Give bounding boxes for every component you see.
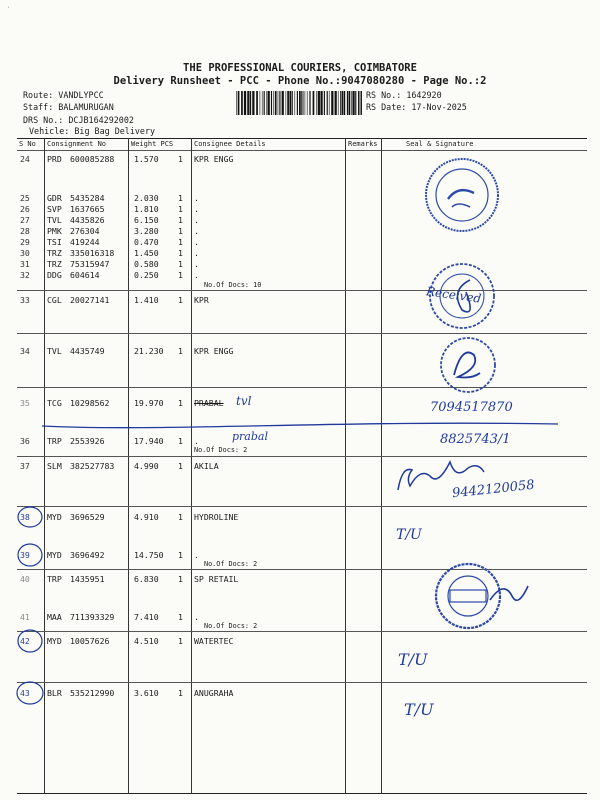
seal-stamp-icon [420,560,540,630]
row-pcs: 1 [178,248,183,258]
barcode-bar [299,91,301,115]
row-sno: 25 [20,193,30,203]
row-consignment-code: MYD [47,636,62,646]
row-consignee: . [194,550,199,560]
row-weight: 2.030 [134,193,159,203]
row-weight: 1.410 [134,295,159,305]
row-weight: 1.810 [134,204,159,214]
row-consignment-number: 604614 [70,270,100,280]
row-consignment-number: 10057626 [70,636,110,646]
barcode-bar [335,91,337,115]
row-divider [17,631,587,632]
row-weight: 4.990 [134,461,159,471]
col-header-seal: Seal & Signature [406,140,474,148]
barcode-bar [338,91,339,115]
row-weight: 0.250 [134,270,159,280]
barcode-bar [352,91,354,115]
row-consignment-number: 4435749 [70,346,105,356]
barcode-bar [249,91,251,115]
row-consignee: . [194,226,199,236]
col-header-sno: S No [19,140,36,148]
barcode-bar [244,91,246,115]
row-pcs: 1 [178,461,183,471]
barcode-bar [295,91,296,115]
row-consignment-code: SVP [47,204,62,214]
handwritten-name: prabal [232,430,268,443]
row-weight: 19.970 [134,398,164,408]
row-consignee: ANUGRAHA [194,688,234,698]
row-pcs: 1 [178,204,183,214]
row-weight: 4.510 [134,636,159,646]
barcode-bar [358,91,359,115]
row-consignee: . [194,259,199,269]
barcode-bar [287,91,289,115]
row-weight: 7.410 [134,612,159,622]
row-consignee: . [194,248,199,258]
row-consignment-number: 711393329 [70,612,115,622]
barcode-bar [262,91,263,115]
barcode-bar [340,91,341,115]
barcode-bar [271,91,272,115]
row-consignment-number: 335016318 [70,248,115,258]
row-consignment-number: 75315947 [70,259,110,269]
barcode-bar [310,91,311,115]
row-weight: 14.750 [134,550,164,560]
docs-count: No.Of Docs: 2 [204,560,258,568]
barcode-bar [273,91,274,115]
barcode-bar [313,91,315,115]
row-weight: 3.610 [134,688,159,698]
row-weight: 1.450 [134,248,159,258]
barcode-bar [344,91,346,115]
row-consignee: AKILA [194,461,219,471]
scan-speck: ˙ [6,6,11,15]
col-header-consignment: Consignment No [47,140,107,148]
row-pcs: 1 [178,295,183,305]
row-pcs: 1 [178,346,183,356]
barcode-bar [324,91,325,115]
row-consignment-code: MAA [47,612,62,622]
barcode-bar [347,91,348,115]
row-divider [17,290,587,291]
barcode-bar [264,91,265,115]
row-sno: 26 [20,204,30,214]
rs-date: RS Date: 17-Nov-2025 [366,102,467,112]
row-consignee: HYDROLINE [194,512,239,522]
row-consignee: . [194,204,199,214]
col-divider [381,138,382,794]
row-pcs: 1 [178,512,183,522]
row-consignment-number: 600085288 [70,154,115,164]
seal-stamp-icon [422,155,502,235]
row-weight: 21.230 [134,346,164,356]
row-weight: 0.470 [134,237,159,247]
barcode-bar [247,91,249,115]
barcode-bar [297,91,298,115]
row-consignment-code: TVL [47,346,62,356]
row-pcs: 1 [178,612,183,622]
row-consignee: . [194,215,199,225]
row-consignee: KPR ENGG [194,346,234,356]
row-weight: 6.150 [134,215,159,225]
row-sno: 38 [20,512,30,522]
row-pcs: 1 [178,270,183,280]
col-divider [191,138,192,794]
barcode-bar [301,91,302,115]
barcode-bar [309,91,310,115]
handwritten-tu-mark: T/U [404,700,434,719]
row-consignment-number: 1637665 [70,204,105,214]
row-consignment-code: TSI [47,237,62,247]
row-consignment-code: GDR [47,193,62,203]
row-consignment-number: 382527783 [70,461,115,471]
barcode-bar [260,91,261,115]
row-consignment-number: 5435284 [70,193,105,203]
barcode-bar [289,91,291,115]
row-pcs: 1 [178,436,183,446]
row-divider [17,333,587,334]
col-header-weight-pcs: Weight PCS [131,140,174,148]
row-weight: 0.580 [134,259,159,269]
barcode-bar [320,91,322,115]
row-consignment-number: 3696529 [70,512,105,522]
barcode-bar [252,91,254,115]
row-sno: 39 [20,550,30,560]
row-sno: 31 [20,259,30,269]
barcode-bar [292,91,293,115]
row-consignment-code: MYD [47,512,62,522]
row-consignment-code: TVL [47,215,62,225]
row-sno: 30 [20,248,30,258]
row-consignment-code: TCG [47,398,62,408]
row-consignee: PRABAL [194,398,224,408]
barcode-bar [275,91,277,115]
row-consignee: KPR ENGG [194,154,234,164]
row-consignment-code: SLM [47,461,62,471]
row-sno: 35 [20,398,30,408]
row-sno: 33 [20,295,30,305]
row-sno: 40 [20,574,30,584]
barcode-bar [349,91,351,115]
barcode-bar [355,91,356,115]
row-consignment-code: DDG [47,270,62,280]
row-consignment-code: PRD [47,154,62,164]
barcode-bar [303,91,304,115]
row-pcs: 1 [178,226,183,236]
row-divider [17,506,587,507]
row-sno: 34 [20,346,30,356]
barcode-bar [236,91,237,115]
row-consignment-code: BLR [47,688,62,698]
row-divider [17,456,587,457]
barcode-bar [351,91,352,115]
staff-label: Staff: BALAMURUGAN [23,102,114,112]
barcode-bar [238,91,240,115]
row-sno: 41 [20,612,30,622]
row-sno: 42 [20,636,30,646]
row-pcs: 1 [178,237,183,247]
row-consignment-code: CGL [47,295,62,305]
row-sno: 32 [20,270,30,280]
hand-circle-marks [10,500,50,710]
barcode-bar [316,91,317,115]
row-sno: 28 [20,226,30,236]
barcode-bar [282,91,284,115]
row-consignee: WATERTEC [194,636,234,646]
docs-count: No.Of Docs: 2 [204,622,258,630]
row-sno: 43 [20,688,30,698]
barcode-bar [305,91,306,115]
handwritten-phone: 7094517870 [430,400,513,415]
runsheet-subtitle: Delivery Runsheet - PCC - Phone No.:9047080280 - Page No.:2 [113,75,487,87]
row-consignment-number: 1435951 [70,574,105,584]
row-divider [17,682,587,683]
barcode-bar [278,91,279,115]
col-header-consignee: Consignee Details [194,140,266,148]
header-divider [17,150,587,151]
barcode-bar [241,91,243,115]
row-consignment-code: TRP [47,574,62,584]
barcode-bar [268,91,270,115]
handwritten-phone: 9442120058 [451,477,536,502]
barcode-bar [307,91,308,115]
row-consignee: . [194,612,199,622]
drs-label: DRS No.: DCJB164292002 [23,115,134,125]
row-consignment-code: PMK [47,226,62,236]
row-consignee: . [194,436,199,446]
docs-count: No.Of Docs: 10 [204,281,262,289]
row-sno: 37 [20,461,30,471]
row-pcs: 1 [178,193,183,203]
rs-number: RS No.: 1642920 [366,90,442,100]
handwritten-note: tvl [236,394,252,408]
barcode-bar [286,91,287,115]
row-pcs: 1 [178,259,183,269]
col-divider [345,138,346,794]
row-consignment-code: TRP [47,436,62,446]
row-consignee: . [194,193,199,203]
row-consignment-number: 3696492 [70,550,105,560]
row-consignee: KPR [194,295,209,305]
vehicle-label: Vehicle: Big Bag Delivery [29,126,156,136]
barcode-bar [256,91,258,115]
row-pcs: 1 [178,215,183,225]
barcode-bar [266,91,267,115]
barcode-image [236,91,362,115]
col-header-remarks: Remarks [348,140,378,148]
row-consignment-number: 4435826 [70,215,105,225]
row-consignee: SP RETAIL [194,574,239,584]
row-consignment-code: MYD [47,550,62,560]
barcode-bar [342,91,343,115]
row-consignment-number: 20027141 [70,295,110,305]
row-sno: 36 [20,436,30,446]
row-consignment-number: 10298562 [70,398,110,408]
row-pcs: 1 [178,154,183,164]
route-label: Route: VANDLYPCC [23,90,104,100]
row-pcs: 1 [178,636,183,646]
handwritten-tu-mark: T/U [398,650,428,669]
row-consignee: . [194,270,199,280]
docs-count: No.Of Docs: 2 [194,446,248,454]
row-consignment-number: 2553926 [70,436,105,446]
row-pcs: 1 [178,550,183,560]
barcode-bar [361,91,362,115]
row-consignment-number: 419244 [70,237,100,247]
barcode-bar [327,91,328,115]
row-pcs: 1 [178,574,183,584]
row-sno: 29 [20,237,30,247]
row-weight: 4.910 [134,512,159,522]
row-consignment-number: 276304 [70,226,100,236]
row-consignment-code: TRZ [47,248,62,258]
row-sno: 24 [20,154,30,164]
row-pcs: 1 [178,398,183,408]
row-sno: 27 [20,215,30,225]
col-divider [128,138,129,794]
handwritten-tu-mark: T/U [396,527,422,543]
company-name: THE PROFESSIONAL COURIERS, COIMBATORE [183,62,417,74]
row-weight: 1.570 [134,154,159,164]
row-consignment-number: 535212990 [70,688,115,698]
handwritten-received: Received [425,284,483,306]
barcode-bar [329,91,330,115]
row-weight: 17.940 [134,436,164,446]
row-pcs: 1 [178,688,183,698]
barcode-bar [331,91,333,115]
row-consignment-code: TRZ [47,259,62,269]
barcode-bar [360,91,361,115]
row-weight: 6.830 [134,574,159,584]
barcode-bar [279,91,280,115]
seal-stamp-icon [432,335,502,395]
row-consignee: . [194,237,199,247]
barcode-bar [318,91,320,115]
handwritten-phone: 8825743/1 [440,432,511,447]
row-weight: 3.280 [134,226,159,236]
